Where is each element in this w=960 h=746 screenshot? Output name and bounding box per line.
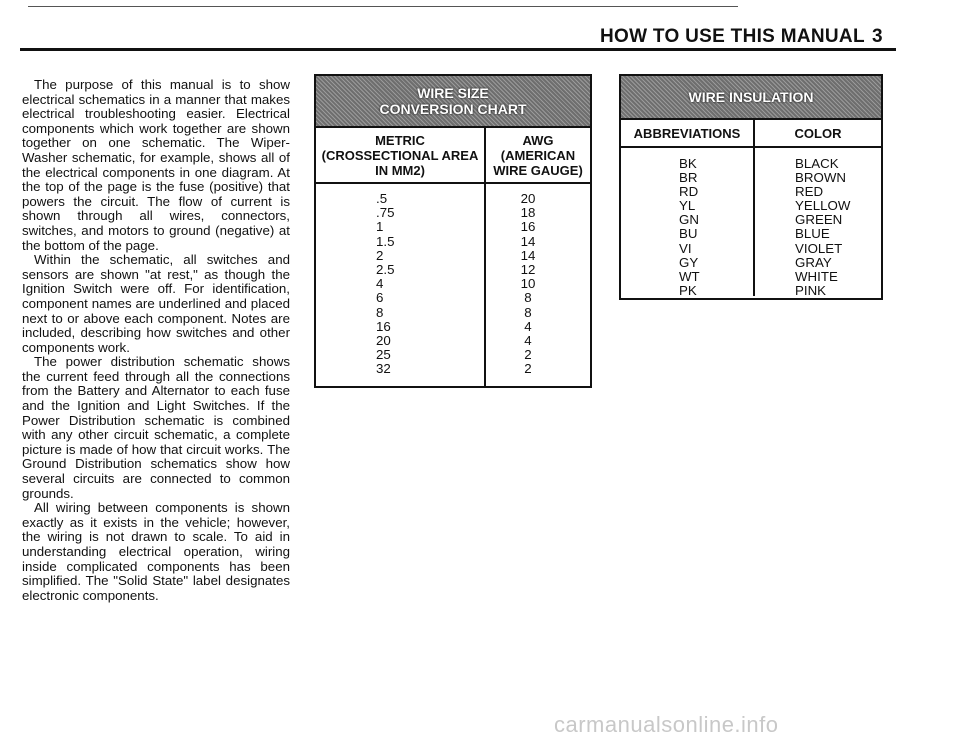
metric-cell: 20 <box>376 332 391 348</box>
abbreviation-cell: RD <box>679 184 699 200</box>
abbreviations-column <box>621 148 755 296</box>
table-header-row <box>316 128 590 184</box>
wire-insulation-table <box>619 74 883 300</box>
awg-cell: 20 <box>520 191 536 206</box>
metric-cell: .5 <box>376 191 388 206</box>
awg-cell: 2 <box>524 361 532 377</box>
table-body <box>316 184 590 386</box>
awg-cell: 12 <box>520 261 536 277</box>
abbreviation-cell: GY <box>679 254 699 270</box>
wire-size-conversion-table <box>314 74 592 388</box>
top-edge-rule <box>28 6 738 7</box>
table-header-row <box>621 120 881 148</box>
body-text <box>22 78 290 603</box>
awg-cell: 16 <box>520 219 536 235</box>
abbreviation-cell: VI <box>679 240 692 256</box>
metric-cell: 2 <box>376 247 384 263</box>
table-title-line: CONVERSION CHART <box>379 101 527 117</box>
table-title-line: WIRE SIZE <box>417 85 489 101</box>
table-title <box>316 76 590 128</box>
paragraph: The power distribution schematic shows the current feed through all the connections from the Battery and Alternator to each fuse and the Ignition and Light Switches. If the Power Distribution schematic is combined with any other circuit schematic, a complete picture is made of how that circuit works. The Ground Distribution schematics show how several circuits are connected to common grounds. <box>22 354 290 501</box>
header-line: IN MM2) <box>375 162 425 178</box>
color-column <box>755 148 881 296</box>
metric-cell: 8 <box>376 304 384 320</box>
abbreviation-cell: GN <box>679 212 699 228</box>
page-title: HOW TO USE THIS MANUAL <box>600 26 865 47</box>
paragraph: Within the schematic, all switches and sensors are shown "at rest," as though the Ignition Switch were off. For identification, component names are underlined and placed next to or above each component. Notes are included, describing how switches and other components work. <box>22 252 290 355</box>
abbreviation-cell: BR <box>679 170 698 186</box>
color-cell: RED <box>795 184 824 200</box>
metric-cell: 32 <box>376 361 391 377</box>
color-cell: VIOLET <box>795 240 843 256</box>
abbreviations-column-header: ABBREVIATIONS <box>621 120 755 146</box>
header-line: (AMERICAN <box>500 147 576 163</box>
color-cell: BLUE <box>795 226 830 242</box>
awg-cell: 4 <box>524 318 532 334</box>
watermark: carmanualsonline.info <box>554 712 779 737</box>
awg-column-header <box>486 128 590 182</box>
awg-cell: 4 <box>524 332 532 348</box>
metric-cell: 2.5 <box>376 261 395 277</box>
color-cell: GREEN <box>795 212 843 228</box>
awg-cell: 8 <box>524 290 532 306</box>
metric-cell: 6 <box>376 290 384 306</box>
abbreviation-cell: BK <box>679 156 697 171</box>
metric-cell: .75 <box>376 205 395 221</box>
awg-cell: 2 <box>524 347 532 363</box>
awg-column <box>486 184 590 386</box>
awg-cell: 14 <box>520 247 536 263</box>
header-line: AWG <box>522 132 554 148</box>
paragraph: The purpose of this manual is to show electrical schematics in a manner that makes electrical troubleshooting easier. Electrical components which work together are shown together on one schematic. The Wiper-Washer schematic, for example, shows all of the electrical components in one diagram. At the top of the page is the fuse (positive) that powers the circuit. The flow of current is shown through all wires, connectors, switches, and motors to ground (negative) at the bottom of the page. <box>22 77 290 253</box>
color-cell: GRAY <box>795 254 832 270</box>
awg-cell: 14 <box>520 233 536 249</box>
header-line: METRIC <box>375 132 425 148</box>
table-title-text: WIRE INSULATION <box>688 89 814 105</box>
color-column-header: COLOR <box>794 125 842 141</box>
metric-cell: 1.5 <box>376 233 395 249</box>
abbreviation-cell: YL <box>679 198 696 214</box>
metric-column-header <box>316 128 486 182</box>
awg-cell: 18 <box>520 205 536 221</box>
header-rule <box>20 48 896 51</box>
metric-column <box>316 184 486 386</box>
header-line: WIRE GAUGE) <box>493 162 583 178</box>
abbreviation-cell: BU <box>679 226 698 242</box>
page-number: 3 <box>872 26 883 47</box>
metric-cell: 1 <box>376 219 384 235</box>
metric-cell: 16 <box>376 318 391 334</box>
metric-cell: 4 <box>376 276 384 292</box>
color-cell: BROWN <box>795 170 846 186</box>
abbreviation-cell: WT <box>679 268 700 284</box>
table-title <box>621 76 881 120</box>
awg-cell: 10 <box>520 276 536 292</box>
paragraph: All wiring between components is shown exactly as it exists in the vehicle; however, the wiring is not drawn to scale. To aid in understanding electrical operation, wiring inside complicated components has been simplified. The "Solid State" label designates electronic components. <box>22 500 290 603</box>
awg-cell: 8 <box>524 304 532 320</box>
color-cell: BLACK <box>795 156 839 171</box>
table-body <box>621 148 881 296</box>
metric-cell: 25 <box>376 347 391 363</box>
abbreviation-cell: PK <box>679 282 697 298</box>
color-cell: WHITE <box>795 268 838 284</box>
color-cell: PINK <box>795 282 827 298</box>
header-line: (CROSSECTIONAL AREA <box>321 147 479 163</box>
color-cell: YELLOW <box>795 198 851 214</box>
